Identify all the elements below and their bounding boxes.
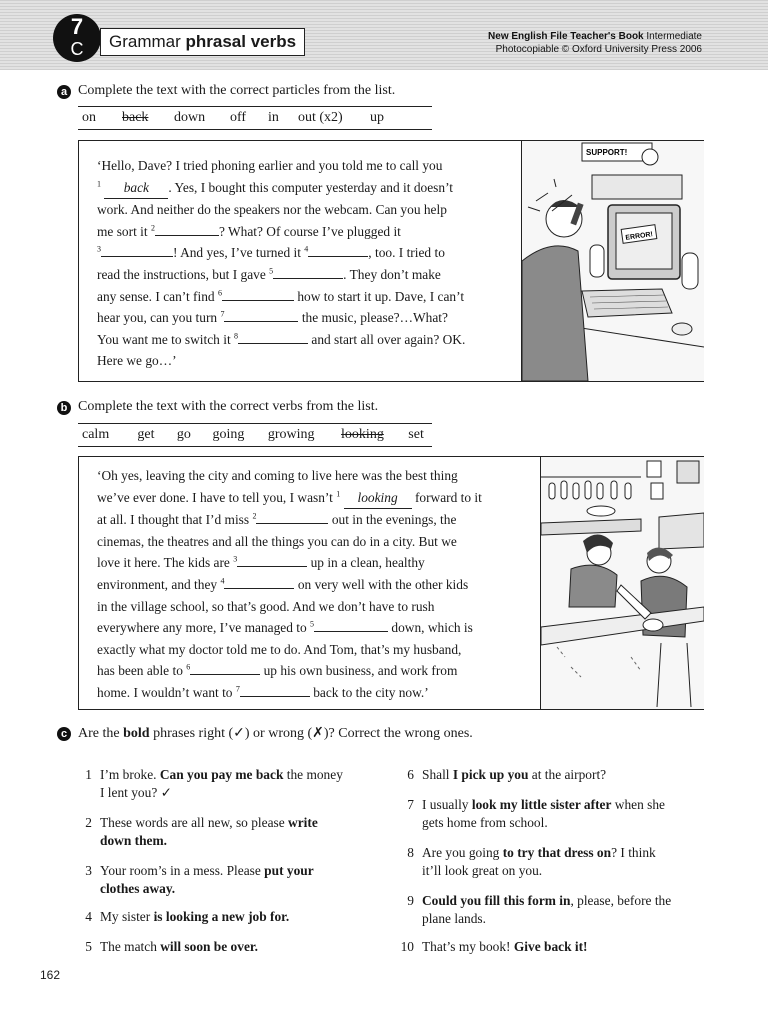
list-item: 7 I usually look my little sister after when she gets home from school.: [407, 797, 665, 830]
passage-line: love it here. The kids are $^3$ up in a clean, healthy: [97, 554, 425, 571]
section-b-instruction: Complete the text with the correct verbs from the list.: [78, 399, 379, 414]
word-item: on: [82, 110, 96, 125]
unit-number: 7: [70, 14, 84, 39]
passage-line: You want me to switch it $^8$ and start all over again? OK.: [97, 331, 466, 347]
section-a-textbox: [78, 140, 704, 382]
word-item: down: [174, 110, 206, 125]
section-c-items: [78, 766, 718, 966]
list-item: 8 Are you going to try that dress on? I think it’ll look great on you.: [407, 845, 656, 878]
passage-line: everywhere any more, I’ve managed to $^5$ down, which is: [97, 619, 473, 636]
answer-example: back: [104, 177, 168, 200]
gap-5[interactable]: [273, 265, 343, 279]
list-item: 9 Could you fill this form in, please, before the plane lands.: [407, 893, 672, 926]
word-item: set: [408, 427, 424, 442]
word-item: out (x2): [298, 110, 343, 125]
gap-3[interactable]: [101, 243, 173, 257]
page-number: 162: [40, 968, 61, 982]
gap-6[interactable]: [222, 287, 294, 301]
word-item: calm: [82, 427, 110, 442]
list-item: 1 I’m broke. Can you pay me back the money I lent you? ✓: [85, 767, 343, 800]
gap-6[interactable]: [190, 661, 260, 675]
passage-line: cinemas, the theatres and all the things you can do in a city. But we: [97, 533, 457, 549]
list-item: 4 My sister is looking a new job for.: [85, 909, 290, 924]
passage-line: exactly what my doctor told me to do. And Tom, that’s my husband,: [97, 641, 462, 657]
word-item-struck: looking: [341, 427, 384, 442]
passage-line: at all. I thought that I’d miss $^2$ out in the evenings, the: [97, 511, 457, 528]
word-item: up: [370, 110, 384, 125]
passage-line: in the village school, so that’s good. And we don’t have to rush: [97, 598, 435, 614]
passage-line: has been able to $^6$ up his own business, and work from: [97, 662, 458, 679]
gap-4[interactable]: [308, 243, 368, 257]
section-b-textbox: [78, 456, 704, 710]
section-c-instruction: Are the bold phrases right (✓) or wrong (✗)? Correct the wrong ones.: [78, 726, 473, 741]
gap-4[interactable]: [224, 575, 294, 589]
passage-line: $^3$ ! And yes, I’ve turned it $^4$ , too. I tried to: [97, 244, 445, 261]
cartoon-screen-text: ERROR!: [624, 231, 654, 242]
publisher-copyright: Photocopiable © Oxford University Press 2006: [495, 44, 702, 55]
word-item: go: [176, 427, 191, 442]
gap-2[interactable]: [155, 222, 219, 236]
page-title: [100, 28, 305, 56]
cartoon-village-kitchen: [540, 457, 704, 709]
passage-line: ‘Oh yes, leaving the city and coming to live here was the best thing: [97, 468, 458, 483]
section-a-passage: [97, 155, 517, 372]
cartoon-illustration: [522, 141, 704, 381]
section-b-marker: b: [57, 401, 71, 415]
word-item: get: [137, 427, 155, 442]
passage-line: $^1$ back . Yes, I bought this computer yesterday and it doesn’t: [97, 177, 517, 200]
section-c-marker: c: [57, 727, 71, 741]
gap-7[interactable]: [224, 308, 298, 322]
passage-line: home. I wouldn’t want to $^7$ back to the city now.’: [97, 684, 429, 700]
passage-line: Here we go…’: [97, 353, 177, 369]
publisher-info: [488, 30, 702, 56]
word-item-struck: back: [122, 110, 149, 125]
passage-line: me sort it $^2$ ? What? Of course I’ve plugged it: [97, 223, 401, 239]
title-prefix: Grammar: [109, 32, 181, 51]
unit-letter: C: [70, 39, 84, 59]
section-b-passage: [97, 465, 541, 704]
section-b-wordlist: [78, 423, 432, 447]
list-item: 3 Your room’s in a mess. Please put your clothes away.: [85, 863, 314, 896]
list-item: 2 These words are all new, so please write down them.: [85, 815, 318, 848]
passage-line: ‘Hello, Dave? I tried phoning earlier and you told me to call you: [97, 158, 443, 173]
passage-line: work. And neither do the speakers nor the webcam. Can you help: [97, 202, 447, 218]
list-item: 6 Shall I pick up you at the airport?: [407, 767, 607, 782]
cartoon-illustration: [541, 457, 704, 709]
section-a-marker: a: [57, 85, 71, 99]
cartoon-sign-text: SUPPORT!: [586, 148, 628, 157]
passage-line: environment, and they $^4$ on very well with the other kids: [97, 576, 469, 592]
word-item: off: [230, 110, 247, 125]
unit-badge: [53, 14, 101, 62]
list-item: 10 That’s my book! Give back it!: [400, 939, 588, 954]
publisher-book: New English File Teacher's Book: [488, 31, 644, 42]
word-item: growing: [267, 427, 315, 442]
gap-5[interactable]: [314, 618, 388, 632]
section-a-instruction: Complete the text with the correct particles from the list.: [78, 83, 396, 98]
word-item: in: [268, 110, 279, 125]
passage-line: any sense. I can’t find $^6$ how to start it up. Dave, I can’t: [97, 288, 465, 304]
passage-line: we’ve ever done. I have to tell you, I wasn’t $^1$ looking forward to it: [97, 487, 541, 510]
passage-line: hear you, can you turn $^7$ the music, please?…What?: [97, 309, 448, 326]
gap-8[interactable]: [238, 330, 308, 344]
gap-2[interactable]: [256, 510, 328, 524]
section-a-wordlist: [78, 106, 432, 130]
word-item: going: [212, 427, 245, 442]
answer-example: looking: [344, 487, 412, 510]
publisher-level: Intermediate: [643, 31, 702, 42]
cartoon-computer-help: [521, 141, 704, 381]
gap-7[interactable]: [240, 683, 310, 697]
passage-line: read the instructions, but I gave $^5$ . They don’t make: [97, 266, 441, 282]
title-main: phrasal verbs: [185, 32, 297, 51]
gap-3[interactable]: [237, 553, 307, 567]
list-item: 5 The match will soon be over.: [85, 939, 258, 954]
